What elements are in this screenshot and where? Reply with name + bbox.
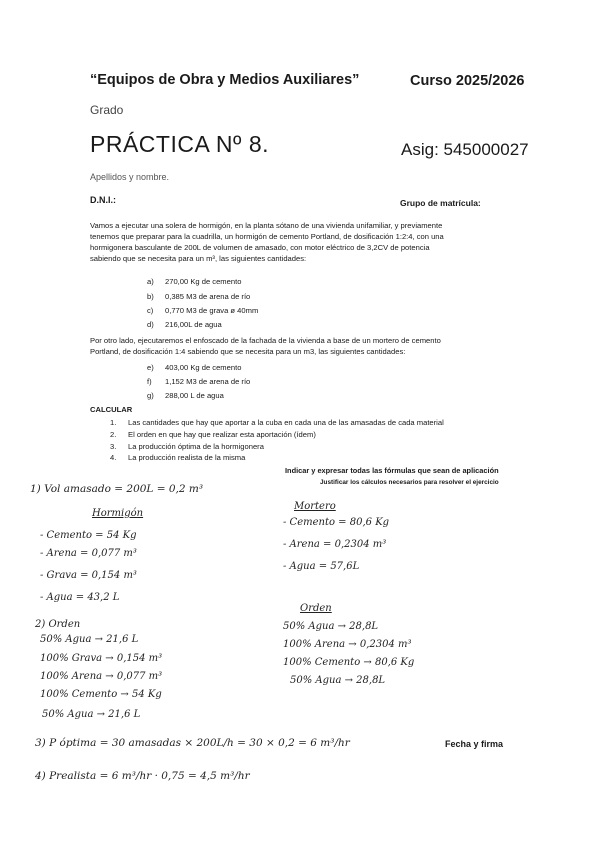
calc-1-text: Las cantidades que hay que aportar a la cuba en cada una de las amasadas de cada material <box>128 418 444 427</box>
calc-3-text: La producción óptima de la hormigonera <box>128 442 264 451</box>
hw-orden-right-1: 50% Agua → 28,8L <box>283 621 379 632</box>
hw-q4: 4) Prealista = 6 m³/hr · 0,75 = 4,5 m³/hr <box>35 770 250 782</box>
item-d-text: 216,00L de agua <box>165 320 222 329</box>
hw-mortero-1: - Cemento = 80,6 Kg <box>283 517 390 528</box>
justify-note: Justificar los cálculos necesarios para resolver el ejercicio <box>320 479 499 486</box>
hw-orden-right-title: Orden <box>300 603 332 614</box>
hw-orden-left-4: 100% Cemento → 54 Kg <box>40 689 162 700</box>
subject-title: “Equipos de Obra y Medios Auxiliares” <box>90 72 360 88</box>
hw-hormigon-4: - Agua = 43,2 L <box>40 592 120 603</box>
course-year: Curso 2025/2026 <box>410 73 525 89</box>
dni-label: D.N.I.: <box>90 195 116 205</box>
item-g-text: 288,00 L de agua <box>165 391 224 400</box>
item-a-label: a) <box>147 277 154 286</box>
item-b-label: b) <box>147 292 154 301</box>
calc-3-num: 3. <box>110 442 117 451</box>
mortar-line-1: Por otro lado, ejecutaremos el enfoscado de la fachada de la vivienda a base de un mortero de cemento <box>90 336 441 345</box>
hw-orden-right-4: 50% Agua → 28,8L <box>290 675 386 686</box>
calc-2-num: 2. <box>110 430 117 439</box>
asignatura-code: Asig: 545000027 <box>401 140 529 159</box>
item-f-text: 1,152 M3 de arena de río <box>165 377 251 386</box>
intro-line-3: hormigonera basculante de 200L de volumen de amasado, con motor eléctrico de 3,2CV de potencia <box>90 243 430 252</box>
calc-1-num: 1. <box>110 418 117 427</box>
item-b-text: 0,385 M3 de arena de río <box>165 292 251 301</box>
hw-hormigon-title: Hormigón <box>92 508 144 519</box>
grado-label: Grado <box>90 103 124 117</box>
hw-q3: 3) P óptima = 30 amasadas × 200L/h = 30 × 0,2 = 6 m³/hr <box>35 737 350 749</box>
grupo-label: Grupo de matrícula: <box>400 198 481 208</box>
hw-orden-left-3: 100% Arena → 0,077 m³ <box>40 671 163 682</box>
hw-q2: 2) Orden <box>35 619 81 630</box>
item-a-text: 270,00 Kg de cemento <box>165 277 242 286</box>
intro-line-2: tenemos que preparar para la cuadrilla, un hormigón de cemento Portland, de dosificación 1:2:4, con una <box>90 232 444 241</box>
hw-orden-right-3: 100% Cemento → 80,6 Kg <box>283 657 415 668</box>
hw-mortero-3: - Agua = 57,6L <box>283 561 360 572</box>
item-f-label: f) <box>147 377 152 386</box>
calc-4-text: La producción realista de la misma <box>128 453 246 462</box>
hw-mortero-2: - Arena = 0,2304 m³ <box>283 539 387 550</box>
item-d-label: d) <box>147 320 154 329</box>
calcular-title: CALCULAR <box>90 405 133 414</box>
practice-title: PRÁCTICA Nº 8. <box>90 131 269 157</box>
hw-hormigon-1: - Cemento = 54 Kg <box>40 530 137 541</box>
intro-line-4: sabiendo que se necesita para un m³, las siguientes cantidades: <box>90 254 307 263</box>
hw-orden-left-2: 100% Grava → 0,154 m³ <box>40 653 163 664</box>
formulas-note: Indicar y expresar todas las fórmulas que sean de aplicación <box>285 466 499 475</box>
hw-orden-left-5: 50% Agua → 21,6 L <box>42 709 141 720</box>
calc-4-num: 4. <box>110 453 117 462</box>
item-g-label: g) <box>147 391 154 400</box>
fecha-firma: Fecha y firma <box>445 739 504 749</box>
hw-mortero-title: Mortero <box>294 501 336 512</box>
item-c-text: 0,770 M3 de grava ø 40mm <box>165 306 259 315</box>
item-e-text: 403,00 Kg de cemento <box>165 363 242 372</box>
intro-line-1: Vamos a ejecutar una solera de hormigón, en la planta sótano de una vivienda unifamiliar, y previamente <box>90 221 443 230</box>
item-e-label: e) <box>147 363 154 372</box>
hw-q1: 1) Vol amasado = 200L = 0,2 m³ <box>30 483 204 495</box>
mortar-line-2: Portland, de dosificación 1:4 sabiendo que se necesita para un m3, las siguientes cantidades: <box>90 347 406 356</box>
apellidos-label: Apellidos y nombre. <box>90 172 170 182</box>
hw-orden-right-2: 100% Arena → 0,2304 m³ <box>283 639 412 650</box>
hw-orden-left-1: 50% Agua → 21,6 L <box>40 634 139 645</box>
item-c-label: c) <box>147 306 154 315</box>
calc-2-text: El orden en que hay que realizar esta aportación (ídem) <box>128 430 316 439</box>
hw-hormigon-2: - Arena = 0,077 m³ <box>40 548 137 559</box>
hw-hormigon-3: - Grava = 0,154 m³ <box>40 570 137 581</box>
